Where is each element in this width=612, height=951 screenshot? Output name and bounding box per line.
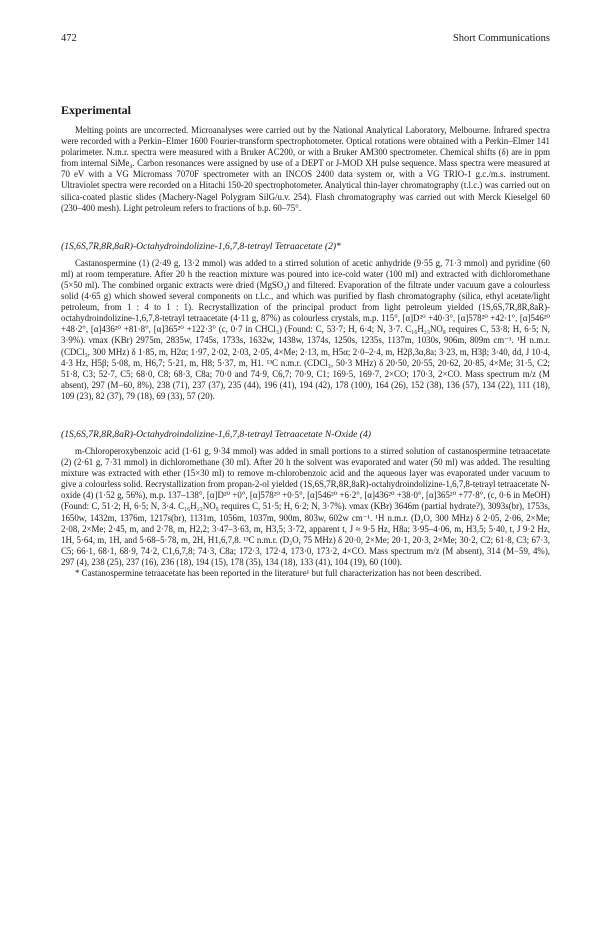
running-title: Short Communications bbox=[452, 33, 550, 44]
page-number: 472 bbox=[61, 33, 77, 44]
compound-4-title: (1S,6S,7R,8R,8aR)-Octahydroindolizine-1,6,7,8-tetrayl Tetraacetate N-Oxide (4) bbox=[61, 428, 371, 440]
experimental-heading: Experimental bbox=[61, 103, 131, 117]
footnote: * Castanospermine tetraacetate has been reported in the literature¹ but full characterization has not been described. bbox=[75, 568, 482, 578]
compound-2-paragraph: Castanospermine (1) (2·49 g, 13·2 mmol) was added to a stirred solution of acetic anhydride (9·55 g, 71·3 mmol) and pyridine (60 ml) at room temperature. After 20 h the reaction mixture was poured into ice-cold water (100 ml) and extracted with dichloromethane (5×50 ml). The combined organic extracts were dried (MgSO₄) and filtered. Evaporation of the filtrate under vacuum gave a colourless solid (4·65 g) which showed several components on t.l.c., and which was purified by flash chromatography (silica, ethyl acetate/light petroleum, from 1 : 4 to 1 : 1). Recrystallization of the principal product from light petroleum yielded (1S,6S,7R,8R,8aR)-octahydroindolizine-1,6,7,8-tetrayl tetraacetate (4·11 g, 87%) as colourless crystals, m.p. 115°, [α]D²⁰ +40·3°, [α]578²⁰ +42·1°, [α]546²⁰ +48·2°, [α]436²⁰ +81·8°, [α]365²⁰ +122·3° (c, 0·7 in CHCl₃) (Found: C, 53·7; H, 6·4; N, 3·7. C₁₆H₂₃NO₈ requires C, 53·8; H, 6·5; N, 3·9%). νmax (KBr) 2975m, 2835w, 1745s, 1733s, 1632w, 1438w, 1374s, 1250s, 1235s, 1137m, 1030s, 906m, 809m cm⁻¹. ¹H n.m.r. (CDCl₃, 300 MHz) δ 1·85, m, H2α; 1·97, 2·02, 2·03, 2·05, 4×Me; 2·13, m, H5α; 2·0–2·4, m, H2β,3α,8a; 3·23, m, H3β; 3·40, dd, J 10·4, 4·3 Hz, H5β; 5·08, m, H6,7; 5·21, m, H8; 5·37, m, H1. ¹³C n.m.r. (CDCl₃, 50·3 MHz) δ 20·50, 20·55, 20·62, 20·85, 4×Me; 31·5, C2; 51·8, C3; 52·7, C5; 68·0, C8; 68·3, C8a; 70·0 and 74·9, C6,7; 70·9, C1; 169·5, 169·7, 2×CO; 170·3, 2×CO. Mass spectrum m/z (M absent), 297 (M−60, 8%), 238 (71), 237 (37), 235 (44), 196 (41), 194 (42), 178 (100), 164 (26), 152 (38), 136 (57), 134 (22), 111 (18), 109 (23), 82 (37), 79 (18), 69 (33), 57 (20). bbox=[61, 257, 550, 401]
compound-2-title: (1S,6S,7R,8R,8aR)-Octahydroindolizine-1,6,7,8-tetrayl Tetraacetate (2)* bbox=[61, 240, 341, 252]
compound-4-paragraph: m-Chloroperoxybenzoic acid (1·61 g, 9·34 mmol) was added in small portions to a stirred solution of castanospermine tetraacetate (2) (2·61 g, 7·31 mmol) in dichloromethane (30 ml). After 20 h the solvent was evaporated and water (50 ml) was added. The resulting mixture was extracted with ether (15×30 ml) to remove m-chlorobenzoic acid and the aqueous layer was evaporated under vacuum to give a colourless solid. Recrystallization from propan-2-ol yielded (1S,6S,7R,8R,8aR)-octahydroindolizine-1,6,7,8-tetrayl tetraacetate N-oxide (4) (1·52 g, 56%), m.p. 137–138°, [α]D²⁰ +0°, [α]578²⁰ +0·5°, [α]546²⁰ +6·2°, [α]436²⁰ +38·0°, [α]365²⁰ +77·8°, (c, 0·6 in MeOH) (Found: C, 51·2; H, 6·5; N, 3·4. C₁₆H₂₃NO₉ requires C, 51·5; H, 6·2; N, 3·7%). νmax (KBr) 3646m (partial hydrate?), 3093s(br), 1753s, 1650w, 1432m, 1376m, 1217s(br), 1131m, 1056m, 1037m, 900m, 803w, 602w cm⁻¹. ¹H n.m.r. (D₂O, 300 MHz) δ 2·05, 2·06, 2×Me; 2·08, 2×Me; 2·45, m, and 2·78, m, H2,2; 3·47–3·63, m, H3,5; 3·72, apparent t, J ≈ 9·5 Hz, H8a; 3·95–4·06, m, H3,5; 5·40, t, J 9·2 Hz, 1H, 5·64, m, 1H, and 5·68–5·78, m, 2H, H1,6,7,8. ¹³C n.m.r. (D₂O, 75 MHz) δ 20·0, 2×Me; 20·1, 20·3, 2×Me; 30·2, C2; 61·8, C3; 67·3, C5; 66·1, 68·1, 68·9, 74·2, C1,6,7,8; 74·3, C8a; 172·3, 172·4, 173·0, 173·2, 4×CO. Mass spectrum m/z (M absent), 314 (M−59, 4%), 297 (4), 238 (25), 237 (16), 236 (18), 194 (15), 178 (35), 134 (18), 133 (41), 104 (19), 60 (100). bbox=[61, 445, 550, 567]
experimental-paragraph: Melting points are uncorrected. Microanalyses were carried out by the National Analytical Laboratory, Melbourne. Infrared spectra were recorded with a Perkin–Elmer 1600 Fourier-transform spectrophotometer. Optical rotations were obtained with a Perkin–Elmer 141 polarimeter. N.m.r. spectra were measured with a Bruker AC200, or with a Bruker AM300 spectrometer. Chemical shifts (δ) are in ppm from internal SiMe₄. Carbon resonances were assigned by use of a DEPT or J-MOD XH pulse sequence. Mass spectra were measured at 70 eV with a VG Micromass 7070F spectrometer with an INCOS 2400 data system or, with a VG TRIO-1 g.c./m.s. instrument. Ultraviolet spectra were recorded on a Hitachi 150-20 spectrophotometer. Analytical thin-layer chromatography (t.l.c.) was carried out on silica-coated plastic slides (Machery-Nagel Polygram SilG/u.v. 254). Flash chromatography was carried out with Merck Kieselgel 60 (230–400 mesh). Light petroleum refers to fractions of b.p. 60–75°. bbox=[61, 125, 550, 213]
article-body bbox=[61, 103, 550, 579]
